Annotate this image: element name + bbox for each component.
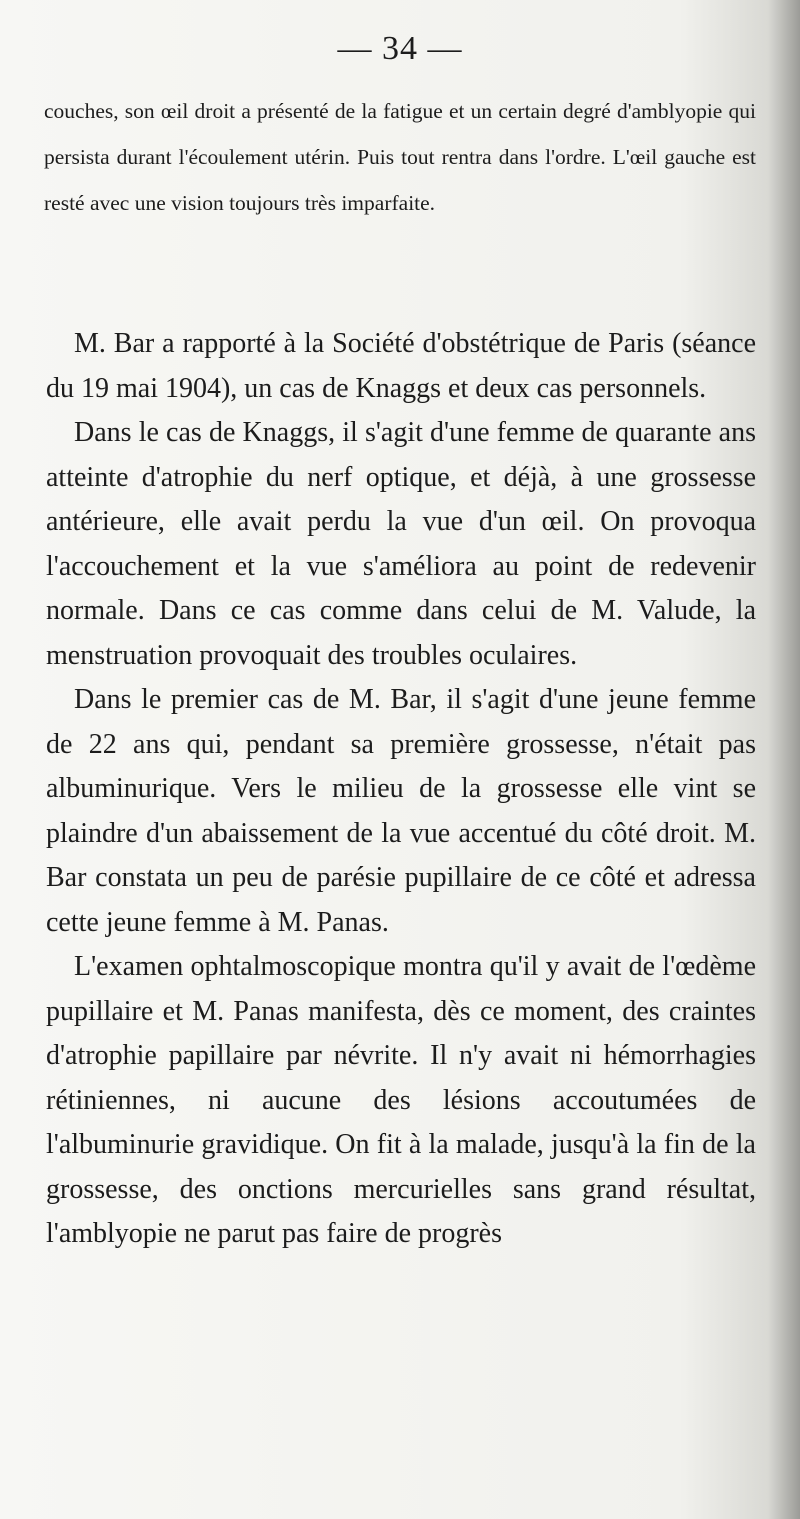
page-number: — 34 — [337,30,463,67]
paragraph-knaggs-case: Dans le cas de Knaggs, il s'agit d'une femme de quarante ans atteinte d'atrophie du nerf optique, et déjà, à une grossesse antérieure, elle avait perdu la vue d'un œil. On provoqua l'accouchement et la vue s'améliora au point de redevenir normale. Dans ce cas comme dans celui de M. Valude, la menstruation provoquait des troubles oculaires. [46,417,756,671]
paragraph-ophthalmoscopic-exam: L'examen ophtalmoscopique montra qu'il y avait de l'œdème pupillaire et M. Panas manifesta, dès ce moment, des craintes d'atrophie papillaire par névrite. Il n'y avait ni hémorrhagies rétiniennes, ni aucune des lésions accoutumées de l'albuminurie gravidique. On fit à la malade, jusqu'à la fin de la grossesse, des onctions mercurielles sans grand résultat, l'amblyopie ne parut pas faire de progrès [46,951,756,1249]
paragraph-bar-report: M. Bar a rapporté à la Société d'obstétrique de Paris (séance du 19 mai 1904), un cas de Knaggs et deux cas personnels. [46,328,756,404]
continuation-block [44,88,756,226]
main-text-block [46,322,756,1257]
continuation-paragraph: couches, son œil droit a présenté de la fatigue et un certain degré d'amblyopie qui persista durant l'écoulement utérin. Puis tout rentra dans l'ordre. L'œil gauche est resté avec une vision toujours très imparfaite. [44,99,756,215]
paragraph-bar-first-case: Dans le premier cas de M. Bar, il s'agit d'une jeune femme de 22 ans qui, pendant sa première grossesse, n'était pas albuminurique. Vers le milieu de la grossesse elle vint se plaindre d'un abaissement de la vue accentué du côté droit. M. Bar constata un peu de parésie pupillaire de ce côté et adressa cette jeune femme à M. Panas. [46,684,756,938]
